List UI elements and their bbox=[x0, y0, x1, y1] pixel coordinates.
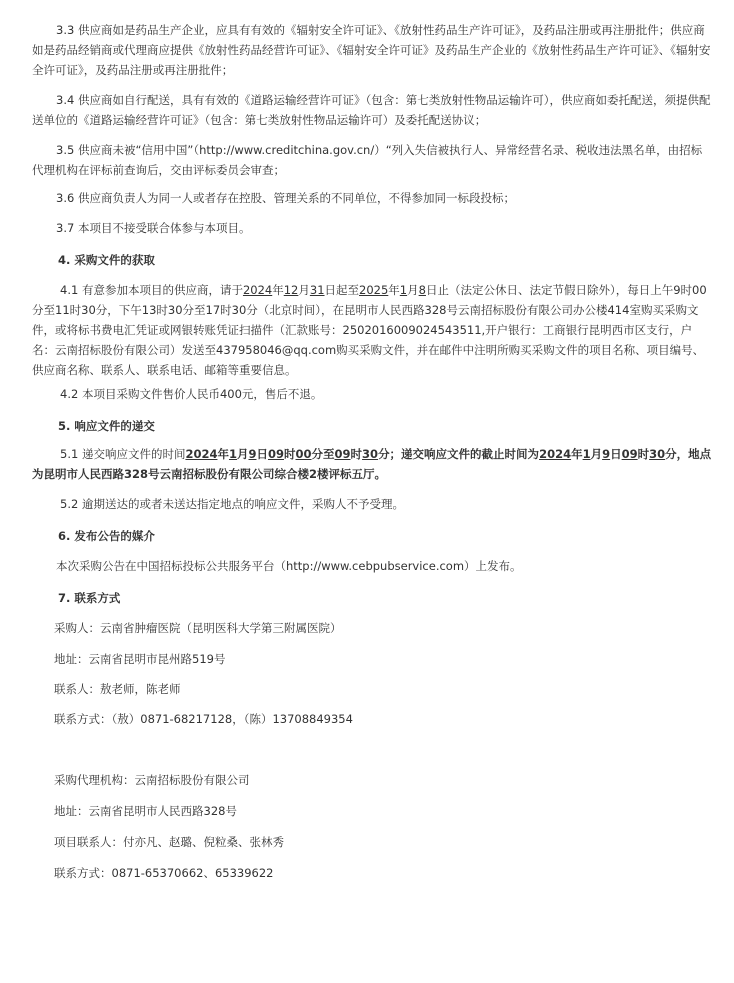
paragraph-3-6: 3.6 供应商负责人为同一人或者存在控股、管理关系的不同单位，不得参加同一标段投标； bbox=[56, 191, 515, 205]
paragraph-5-2: 5.2 逾期送达的或者未送达指定地点的响应文件，采购人不予受理。 bbox=[60, 497, 404, 511]
paragraph-4-1: 4.1 有意参加本项目的供应商，请于2024年12月31日起至2025年1月8日止（法定公休日、法定节假日除外），每日上午9时00分至11时30分，下午13时30分至17时30分（北京时间），在昆明市人民西路328号云南招标股份有限公司办公楼414室购买采购文件，或将标书费电汇凭证或网银转账凭证扫描件（汇款账号：2502016009024543511,开户银行：工商银行昆明西市区支行，户名：云南招标股份有限公司）发送至437958046@qq.com购买采购文件，并在邮件中注明所购买采购文件的项目名称、项目编号、供应商名称、联系人、联系电话、邮箱等重要信息。 bbox=[32, 283, 707, 377]
section-7-heading: 7. 联系方式 bbox=[58, 591, 121, 605]
section-5-heading: 5. 响应文件的递交 bbox=[58, 419, 155, 433]
paragraph-3-3: 3.3 供应商如是药品生产企业，应具有有效的《辐射安全许可证》、《放射性药品生产许可证》，及药品注册或再注册批件；供应商如是药品经销商或代理商应提供《放射性药品经营许可证》、《辐射安全许可证》及药品生产企业的《放射性药品生产许可证》、《辐射安全许可证》，及药品注册或再注册批件； bbox=[32, 23, 711, 77]
paragraph-3-4: 3.4 供应商如自行配送，具有有效的《道路运输经营许可证》（包含：第七类放射性物品运输许可），供应商如委托配送，须提供配送单位的《道路运输经营许可证》（包含：第七类放射性物品运输许可）及委托配送协议； bbox=[32, 93, 711, 127]
agency-phone: 联系方式：0871-65370662、65339622 bbox=[54, 866, 274, 880]
paragraph-5-1: 5.1 递交响应文件的时间2024年1月9日09时00分至09时30分；递交响应文件的截止时间为2024年1月9日09时30分，地点为昆明市人民西路328号云南招标股份有限公司综合楼2楼评标五厅。 bbox=[32, 447, 712, 481]
paragraph-6: 本次采购公告在中国招标投标公共服务平台（http://www.cebpubservice.com）上发布。 bbox=[56, 559, 522, 573]
purchaser-name: 采购人：云南省肿瘤医院（昆明医科大学第三附属医院） bbox=[54, 621, 342, 635]
purchaser-address: 地址：云南省昆明市昆州路519号 bbox=[54, 652, 226, 666]
agency-address: 地址：云南省昆明市人民西路328号 bbox=[54, 804, 237, 818]
section-4-heading: 4. 采购文件的获取 bbox=[58, 253, 155, 267]
purchaser-contact: 联系人：敖老师，陈老师 bbox=[54, 682, 181, 696]
purchaser-phone: 联系方式：（敖）0871-68217128，（陈）13708849354 bbox=[54, 712, 353, 726]
paragraph-4-2: 4.2 本项目采购文件售价人民币400元，售后不退。 bbox=[60, 387, 323, 401]
paragraph-3-7: 3.7 本项目不接受联合体参与本项目。 bbox=[56, 221, 251, 235]
agency-name: 采购代理机构：云南招标股份有限公司 bbox=[54, 773, 250, 787]
agency-contact: 项目联系人：付亦凡、赵璐、倪粒桑、张林秀 bbox=[54, 835, 284, 849]
section-6-heading: 6. 发布公告的媒介 bbox=[58, 529, 155, 543]
paragraph-3-5: 3.5 供应商未被“信用中国”（http://www.creditchina.gov.cn/）“列入失信被执行人、异常经营名录、税收违法黑名单，由招标代理机构在评标前查询后，交由评标委员会审查； bbox=[32, 143, 703, 177]
